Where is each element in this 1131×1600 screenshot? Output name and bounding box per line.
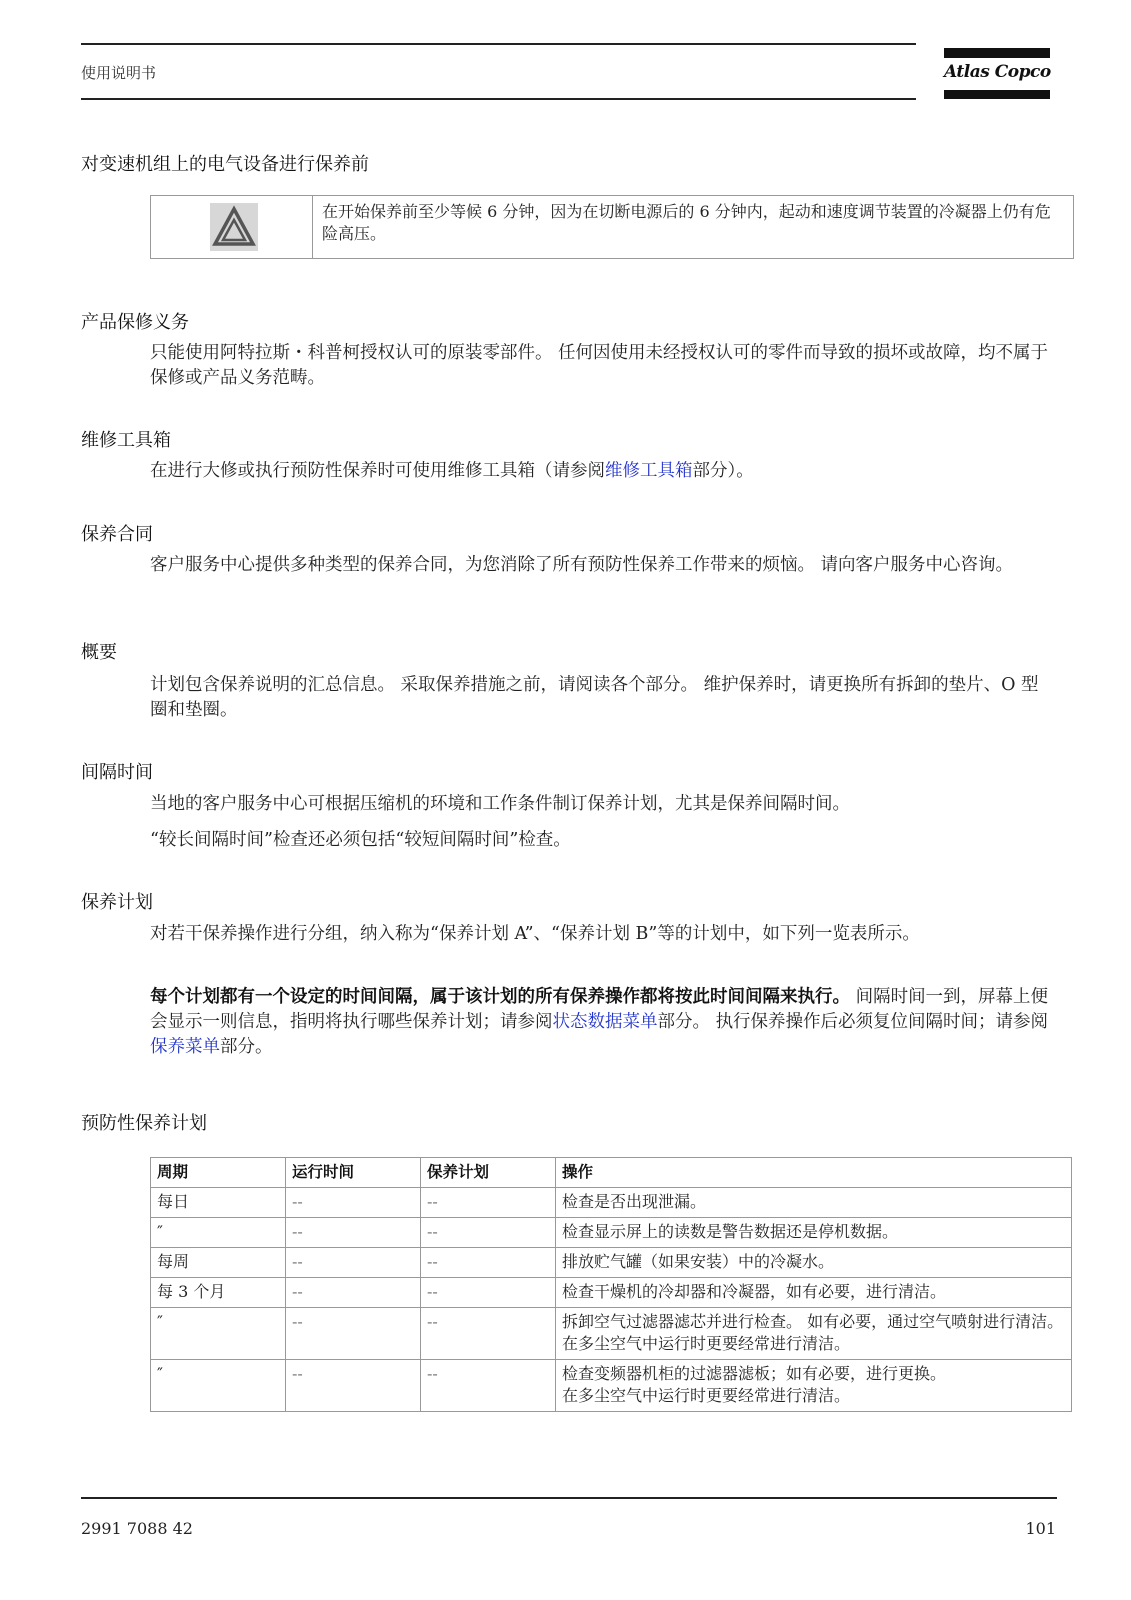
column-header-running-hours: 运行时间 xyxy=(286,1158,421,1188)
cell-hours: -- xyxy=(286,1308,421,1360)
table-row xyxy=(151,1218,1072,1248)
cell-hours: -- xyxy=(286,1278,421,1308)
cell-hours: -- xyxy=(286,1360,421,1412)
intervals-text-2: “较长间隔时间”检查还必须包括“较短间隔时间”检查。 xyxy=(150,830,571,850)
column-header-period: 周期 xyxy=(151,1158,286,1188)
atlas-copco-logo xyxy=(944,48,1050,100)
section-title-warranty: 产品保修义务 xyxy=(81,312,189,333)
table-row xyxy=(151,1248,1072,1278)
page-number: 101 xyxy=(1025,1519,1056,1538)
intervals-text-1: 当地的客户服务中心可根据压缩机的环境和工作条件制订保养计划，尤其是保养间隔时间。 xyxy=(150,794,850,814)
footer-rule xyxy=(81,1497,1057,1499)
cell-hours: -- xyxy=(286,1188,421,1218)
cell-plan: -- xyxy=(421,1188,556,1218)
cell-period: ″ xyxy=(151,1218,286,1248)
table-row xyxy=(151,1278,1072,1308)
section-title-plans: 保养计划 xyxy=(81,892,153,913)
general-text: 计划包含保养说明的汇总信息。 采取保养措施之前，请阅读各个部分。 维护保养时，请更换所有拆卸的垫片、O 型圈和垫圈。 xyxy=(150,675,1039,720)
cell-period: ″ xyxy=(151,1308,286,1360)
contracts-text: 客户服务中心提供多种类型的保养合同，为您消除了所有预防性保养工作带来的烦恼。 请向客户服务中心咨询。 xyxy=(150,555,1014,575)
plans-bold-text: 每个计划都有一个设定的时间间隔，属于该计划的所有保养操作都将按此时间间隔来执行。 xyxy=(150,987,850,1007)
cell-action: 检查是否出现泄漏。 xyxy=(556,1188,1072,1218)
service-kits-text xyxy=(150,459,1056,484)
kits-text-post: 部分）。 xyxy=(692,461,754,481)
plans-text-mid1: 间隔时间一到，屏幕上便会显示一则信息，指明将执行哪些保养计划；请参阅 xyxy=(150,987,1049,1032)
table-row xyxy=(151,1360,1072,1412)
status-data-menu-link[interactable]: 状态数据菜单 xyxy=(552,1012,658,1032)
warning-text: 在开始保养前至少等候 6 分钟，因为在切断电源后的 6 分钟内，起动和速度调节装置的冷凝器上仍有危险高压。 xyxy=(322,202,1051,243)
warning-box xyxy=(150,195,1074,259)
document-number: 2991 7088 42 xyxy=(81,1519,193,1538)
action-line: 在多尘空气中运行时更要经常进行清洁。 xyxy=(562,1334,851,1353)
cell-action: 排放贮气罐（如果安装）中的冷凝水。 xyxy=(556,1248,1072,1278)
logo-text: Atlas Copco xyxy=(944,62,1051,82)
header-rule-top xyxy=(81,43,916,45)
cell-plan: -- xyxy=(421,1278,556,1308)
action-line: 拆卸空气过滤器滤芯并进行检查。 如有必要，通过空气喷射进行清洁。 xyxy=(562,1312,1064,1331)
cell-plan: -- xyxy=(421,1308,556,1360)
table-header-row xyxy=(151,1158,1072,1188)
plans-text-mid2: 部分。 执行保养操作后必须复位间隔时间；请参阅 xyxy=(657,1012,1049,1032)
action-line: 在多尘空气中运行时更要经常进行清洁。 xyxy=(562,1386,851,1405)
plans-text-1: 对若干保养操作进行分组，纳入称为“保养计划 A”、“保养计划 B”等的计划中，如下列一览表所示。 xyxy=(150,924,920,944)
warning-icon-cell xyxy=(151,196,313,258)
column-header-action: 操作 xyxy=(556,1158,1072,1188)
cell-action: 检查显示屏上的读数是警告数据还是停机数据。 xyxy=(556,1218,1072,1248)
cell-period: 每周 xyxy=(151,1248,286,1278)
table-row xyxy=(151,1188,1072,1218)
table-row xyxy=(151,1308,1072,1360)
logo-bar-top xyxy=(944,48,1050,58)
action-line: 检查变频器机柜的过滤器滤板；如有必要，进行更换。 xyxy=(562,1364,947,1383)
section-title-vsd: 对变速机组上的电气设备进行保养前 xyxy=(81,154,369,175)
section-title-service-kits: 维修工具箱 xyxy=(81,430,171,451)
warning-triangle-icon xyxy=(210,203,258,251)
section-title-intervals: 间隔时间 xyxy=(81,762,153,783)
section-title-general: 概要 xyxy=(81,642,117,663)
plans-text-2 xyxy=(150,985,1056,1060)
logo-bar-bottom xyxy=(944,90,1050,99)
cell-plan: -- xyxy=(421,1218,556,1248)
cell-action xyxy=(556,1308,1072,1360)
cell-period: ″ xyxy=(151,1360,286,1412)
cell-hours: -- xyxy=(286,1248,421,1278)
header-rule-bottom xyxy=(81,98,916,100)
cell-plan: -- xyxy=(421,1360,556,1412)
maintenance-schedule-table xyxy=(150,1157,1072,1412)
warranty-text: 只能使用阿特拉斯・科普柯授权认可的原装零部件。 任何因使用未经授权认可的零件而导致的损坏或故障，均不属于保修或产品义务范畴。 xyxy=(150,343,1049,388)
cell-period: 每 3 个月 xyxy=(151,1278,286,1308)
document-type: 使用说明书 xyxy=(81,64,157,82)
cell-plan: -- xyxy=(421,1248,556,1278)
column-header-service-plan: 保养计划 xyxy=(421,1158,556,1188)
plans-text-post: 部分。 xyxy=(220,1037,273,1057)
section-title-preventive: 预防性保养计划 xyxy=(81,1113,207,1134)
service-menu-link[interactable]: 保养菜单 xyxy=(150,1037,220,1057)
kits-text-pre: 在进行大修或执行预防性保养时可使用维修工具箱（请参阅 xyxy=(150,461,605,481)
cell-hours: -- xyxy=(286,1218,421,1248)
service-kits-link[interactable]: 维修工具箱 xyxy=(605,461,693,481)
cell-action xyxy=(556,1360,1072,1412)
cell-action: 检查干燥机的冷却器和冷凝器，如有必要，进行清洁。 xyxy=(556,1278,1072,1308)
section-title-contracts: 保养合同 xyxy=(81,524,153,545)
cell-period: 每日 xyxy=(151,1188,286,1218)
